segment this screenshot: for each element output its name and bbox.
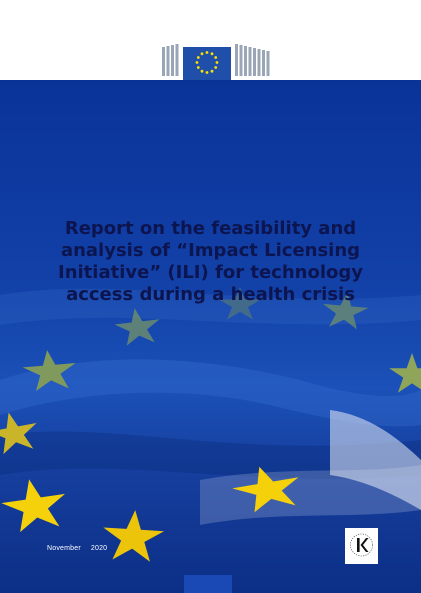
title-line: Report on the feasibility and	[64, 218, 357, 239]
cover-header	[0, 0, 421, 80]
title-line: analysis of “Impact Licensing	[60, 240, 361, 261]
flag-star-icon	[101, 508, 166, 562]
flag-star-icon	[0, 475, 72, 534]
cover-flag-background	[0, 80, 421, 593]
publication-date	[47, 545, 107, 552]
flag-star-icon	[389, 353, 421, 393]
title-line: access during a health crisis	[66, 284, 355, 305]
bottom-color-tab	[184, 575, 232, 593]
publication-year: 2020	[90, 545, 108, 552]
publication-month: November	[47, 545, 81, 552]
impact-licensing-initiative-logo	[345, 528, 378, 564]
report-title	[24, 218, 397, 306]
eu-flag-icon	[183, 47, 231, 80]
title-line: Initiative” (ILI) for technology	[58, 262, 363, 283]
waving-eu-flag-artwork	[0, 80, 421, 593]
